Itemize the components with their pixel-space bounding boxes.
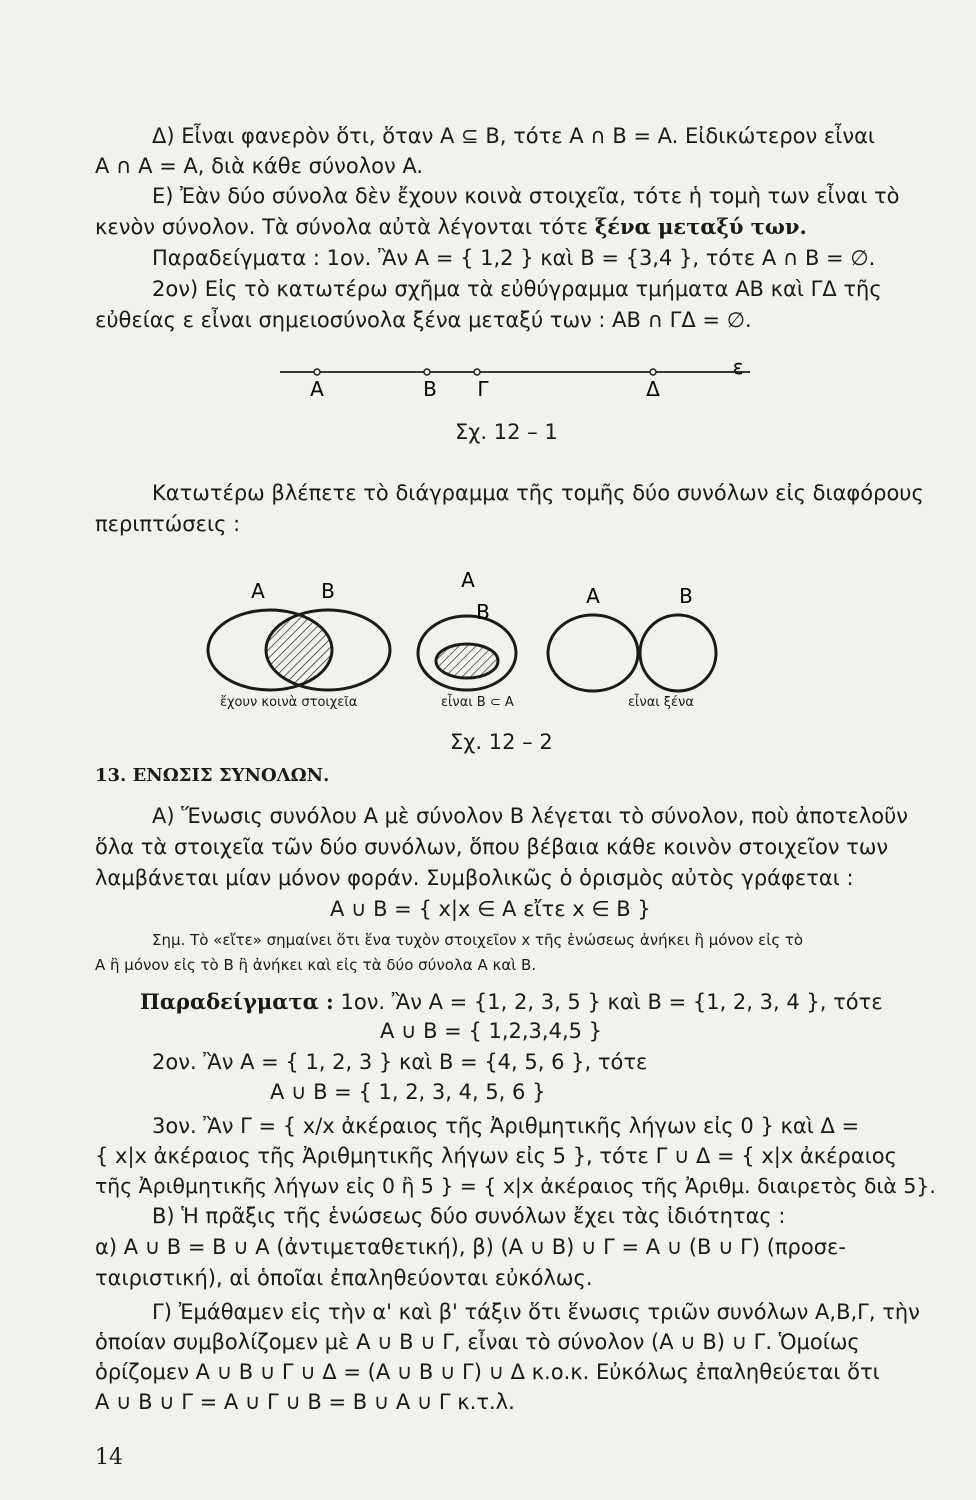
def-line-2: ὅλα τὰ στοιχεῖα τῶν δύο συνόλων, ὅπου βέβαια κάθε κοινὸν στοιχεῖον των <box>95 835 889 859</box>
venn-3-label-b: B <box>679 584 693 608</box>
properties-line-2: α) A ∪ B = B ∪ A (ἀντιμεταθετική), β) (A ∪ B) ∪ Γ = A ∪ (B ∪ Γ) (προσε- <box>95 1235 846 1259</box>
label-epsilon: ε <box>732 355 744 379</box>
label-gamma: Γ <box>477 377 489 401</box>
label-a: A <box>310 377 324 401</box>
point-delta <box>650 369 656 375</box>
example-union-1-result: A ∪ B = { 1,2,3,4,5 } <box>380 1019 603 1043</box>
point-gamma <box>474 369 480 375</box>
note-line-1: Σημ. Τὸ «εἴτε» σημαίνει ὅτι ἕνα τυχὸν στοιχεῖον x τῆς ἑνώσεως ἀνήκει ἢ μόνον εἰς τὸ <box>152 931 804 949</box>
figure-12-2-caption: Σχ. 12 – 2 <box>450 730 553 754</box>
disjoint-term: ξένα μεταξύ των. <box>594 214 807 239</box>
example-union-1 <box>140 988 883 1016</box>
three-sets-line-2: ὁποίαν συμβολίζομεν μὲ A ∪ B ∪ Γ, εἶναι τὸ σύνολον (A ∪ B) ∪ Γ. Ὁμοίως <box>95 1330 860 1354</box>
point-b <box>424 369 430 375</box>
venn-1-label-a: A <box>251 579 265 603</box>
label-b: B <box>423 377 437 401</box>
example-1-line: Παραδείγματα : 1ον. Ἂν A = { 1,2 } καὶ B = {3,4 }, τότε A ∩ B = ∅. <box>152 246 876 270</box>
point-a <box>314 369 320 375</box>
example-2-line-1: 2ον) Εἰς τὸ κατωτέρω σχῆμα τὰ εὐθύγραμμα τμήματα AB καὶ ΓΔ τῆς <box>152 277 882 301</box>
three-sets-line-3: ὁρίζομεν A ∪ B ∪ Γ ∪ Δ = (A ∪ B ∪ Γ) ∪ Δ κ.ο.κ. Εὐκόλως ἐπαληθεύεται ὅτι <box>95 1360 880 1384</box>
example-union-1-text: 1ον. Ἂν A = {1, 2, 3, 5 } καὶ B = {1, 2, 3, 4 }, τότε <box>333 990 883 1014</box>
case-3-label: εἶναι ξένα <box>628 695 694 710</box>
paragraph-d-line-1: Δ) Εἶναι φανερὸν ὅτι, ὅταν A ⊆ B, τότε A ∩ B = A. Εἰδικώτερον εἶναι <box>152 124 876 148</box>
def-line-3: λαμβάνεται μίαν μόνον φοράν. Συμβολικῶς ὁ ὁρισμὸς αὐτὸς γράφεται : <box>95 866 854 890</box>
venn-3-label-a: A <box>586 584 600 608</box>
example-union-2: 2ον. Ἂν A = { 1, 2, 3 } καὶ B = {4, 5, 6 }, τότε <box>152 1050 648 1074</box>
properties-line-3: ταιριστική), αἱ ὁποῖαι ἐπαληθεύονται εὐκόλως. <box>95 1266 593 1290</box>
case-1-label: ἔχουν κοινὰ στοιχεῖα <box>220 695 358 710</box>
paragraph-e-line-2-text: κενὸν σύνολον. Τὰ σύνολα αὐτὰ λέγονται τότε <box>95 215 595 239</box>
paragraph-e-line-2 <box>95 213 807 241</box>
venn-2-set-b <box>436 644 498 678</box>
venn-2-label-a: A <box>461 568 475 592</box>
venn-3-set-a <box>548 615 638 691</box>
figure-12-1-caption: Σχ. 12 – 1 <box>455 420 558 444</box>
examples-label: Παραδείγματα : <box>140 989 334 1014</box>
venn-1-label-b: B <box>321 579 335 603</box>
example-union-3-line-2: { x|x ἀκέραιος τῆς Ἀριθμητικῆς λήγων εἰς 5 }, τότε Γ ∪ Δ = { x|x ἀκέραιος <box>95 1144 897 1168</box>
union-formula: A ∪ B = { x|x ∈ A εἴτε x ∈ B } <box>330 897 651 921</box>
note-line-2: A ἢ μόνον εἰς τὸ B ἢ ἀνήκει καὶ εἰς τὰ δύο σύνολα A καὶ B. <box>95 956 537 974</box>
section-13-heading: 13. ΕΝΩΣΙΣ ΣΥΝΟΛΩΝ. <box>95 765 330 786</box>
three-sets-line-1: Γ) Ἐμάθαμεν εἰς τὴν α' καὶ β' τάξιν ὅτι ἕνωσις τριῶν συνόλων A,B,Γ, τὴν <box>152 1300 920 1324</box>
def-line-1: Α) Ἕνωσις συνόλου A μὲ σύνολον B λέγεται τὸ σύνολον, ποὺ ἀποτελοῦν <box>152 804 909 828</box>
intro-line-2: περιπτώσεις : <box>95 512 241 536</box>
properties-line-1: Β) Ἡ πρᾶξις τῆς ἑνώσεως δύο συνόλων ἔχει τὰς ἰδιότητας : <box>152 1204 786 1228</box>
example-2-line-2: εὐθείας ε εἶναι σημειοσύνολα ξένα μεταξύ των : AB ∩ ΓΔ = ∅. <box>95 308 752 332</box>
intro-line-1: Κατωτέρω βλέπετε τὸ διάγραμμα τῆς τομῆς δύο συνόλων εἰς διαφόρους <box>152 481 924 505</box>
paragraph-e-line-1: Ε) Ἐὰν δύο σύνολα δὲν ἔχουν κοινὰ στοιχεῖα, τότε ἡ τομὴ των εἶναι τὸ <box>152 184 900 208</box>
page-number: 14 <box>95 1445 123 1470</box>
venn-3-set-b <box>640 615 716 691</box>
example-union-2-result: A ∪ B = { 1, 2, 3, 4, 5, 6 } <box>270 1080 546 1104</box>
figure-12-1 <box>280 352 760 402</box>
three-sets-line-4: A ∪ B ∪ Γ = A ∪ Γ ∪ B = B ∪ A ∪ Γ κ.τ.λ. <box>95 1390 515 1414</box>
example-union-3-line-1: 3ον. Ἂν Γ = { x/x ἀκέραιος τῆς Ἀριθμητικῆς λήγων εἰς 0 } καὶ Δ = <box>152 1114 860 1138</box>
example-union-3-line-3: τῆς Ἀριθμητικῆς λήγων εἰς 0 ἢ 5 } = { x|x ἀκέραιος τῆς Ἀριθμ. διαιρετὸς διὰ 5}. <box>95 1174 936 1198</box>
label-delta: Δ <box>646 377 660 401</box>
case-2-label: εἶναι B ⊂ A <box>441 695 514 710</box>
venn-2-label-b: B <box>476 600 490 624</box>
paragraph-d-line-2: A ∩ A = A, διὰ κάθε σύνολον A. <box>95 154 424 178</box>
